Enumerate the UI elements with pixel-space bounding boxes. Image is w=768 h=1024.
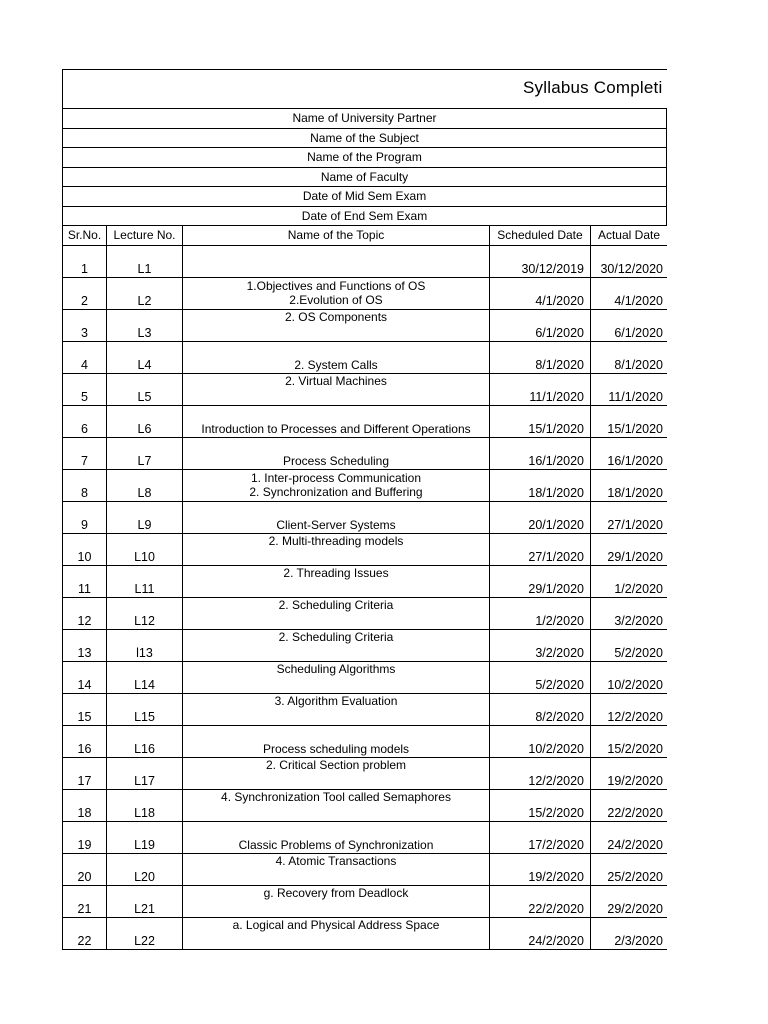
table-row (63, 758, 667, 790)
table-row (63, 694, 667, 726)
table-row (63, 886, 667, 918)
topic-text (183, 838, 489, 852)
cell-actual-date: 25/2/2020 (607, 870, 663, 884)
cell-scheduled-date: 8/1/2020 (490, 342, 591, 373)
cell-scheduled-date: 20/1/2020 (490, 502, 591, 533)
cell-lecture-no: L22 (107, 918, 183, 949)
info-row-program: Name of the Program (63, 148, 667, 168)
topic-line: 1. Inter-process Communication (250, 471, 422, 485)
cell-actual-date: 30/12/2020 (600, 262, 663, 276)
cell-topic (183, 374, 490, 405)
topic-text (183, 790, 489, 804)
cell-sr-no: 13 (63, 630, 107, 661)
table-body (63, 246, 667, 950)
cell-lecture-no: L1 (107, 246, 183, 277)
cell-actual-date: 12/2/2020 (607, 710, 663, 724)
cell-sr-no: 15 (63, 694, 107, 725)
cell-lecture-no: L21 (107, 886, 183, 917)
info-row-faculty: Name of Faculty (63, 168, 667, 188)
topic-line: g. Recovery from Deadlock (263, 886, 409, 900)
cell-scheduled-date: 11/1/2020 (490, 374, 591, 405)
topic-line: 3. Algorithm Evaluation (274, 694, 398, 708)
topic-text (183, 471, 489, 499)
title-row (63, 70, 667, 109)
cell-lecture-no: L12 (107, 598, 183, 629)
table-row (63, 726, 667, 758)
cell-scheduled-date: 22/2/2020 (490, 886, 591, 917)
cell-sr-no: 11 (63, 566, 107, 597)
topic-line: 2. Multi-threading models (268, 534, 404, 548)
topic-text (183, 630, 489, 644)
cell-actual-date: 10/2/2020 (607, 678, 663, 692)
cell-actual-date: 27/1/2020 (607, 518, 663, 532)
cell-lecture-no: L10 (107, 534, 183, 565)
cell-sr-no: 2 (63, 278, 107, 309)
cell-lecture-no: L11 (107, 566, 183, 597)
cell-topic (183, 726, 490, 757)
cell-lecture-no: L5 (107, 374, 183, 405)
header-sr-no: Sr.No. (63, 226, 107, 245)
topic-line: a. Logical and Physical Address Space (232, 918, 440, 932)
topic-line: 2. Threading Issues (283, 566, 389, 580)
cell-scheduled-date: 16/1/2020 (490, 438, 591, 469)
topic-text (183, 886, 489, 900)
topic-line: 2. OS Components (284, 310, 388, 324)
cell-topic (183, 502, 490, 533)
cell-actual-date: 19/2/2020 (607, 774, 663, 788)
topic-text (183, 566, 489, 580)
cell-sr-no: 3 (63, 310, 107, 341)
cell-lecture-no: L14 (107, 662, 183, 693)
cell-sr-no: 10 (63, 534, 107, 565)
cell-actual-date: 11/1/2020 (608, 390, 663, 404)
cell-actual-date: 18/1/2020 (607, 486, 663, 500)
table-row (63, 790, 667, 822)
table-row (63, 470, 667, 502)
cell-scheduled-date: 8/2/2020 (490, 694, 591, 725)
topic-line: Classic Problems of Synchronization (238, 838, 434, 852)
cell-sr-no: 21 (63, 886, 107, 917)
header-lecture-no: Lecture No. (107, 226, 183, 245)
table-row (63, 502, 667, 534)
cell-scheduled-date: 30/12/2019 (490, 246, 591, 277)
table-row (63, 918, 667, 950)
cell-topic (183, 694, 490, 725)
cell-actual-date: 16/1/2020 (607, 454, 663, 468)
table-header (63, 226, 667, 246)
table-row (63, 566, 667, 598)
topic-line: Process scheduling models (262, 742, 410, 756)
header-actual-date: Actual Date (597, 228, 661, 242)
topic-line: 2. Critical Section problem (265, 758, 407, 772)
info-row-subject: Name of the Subject (63, 129, 667, 149)
cell-actual-date: 29/1/2020 (607, 550, 663, 564)
cell-topic (183, 822, 490, 853)
topic-line: 2. Virtual Machines (285, 374, 387, 388)
info-row-mid-sem-exam: Date of Mid Sem Exam (63, 187, 667, 207)
topic-text (183, 310, 489, 324)
cell-topic (183, 566, 490, 597)
cell-lecture-no: L16 (107, 726, 183, 757)
cell-scheduled-date: 1/2/2020 (490, 598, 591, 629)
cell-actual-date: 22/2/2020 (607, 806, 663, 820)
cell-scheduled-date: 3/2/2020 (490, 630, 591, 661)
table-row (63, 342, 667, 374)
cell-lecture-no: L19 (107, 822, 183, 853)
topic-text (183, 598, 489, 612)
cell-sr-no: 4 (63, 342, 107, 373)
cell-actual-date: 4/1/2020 (614, 294, 663, 308)
cell-topic (183, 342, 490, 373)
topic-text (183, 918, 489, 932)
topic-text (183, 518, 489, 532)
cell-sr-no: 14 (63, 662, 107, 693)
cell-topic (183, 662, 490, 693)
topic-text (183, 358, 489, 372)
cell-topic (183, 790, 490, 821)
cell-lecture-no: L2 (107, 278, 183, 309)
cell-actual-date: 3/2/2020 (614, 614, 663, 628)
table-row (63, 406, 667, 438)
cell-topic (183, 598, 490, 629)
cell-sr-no: 6 (63, 406, 107, 437)
topic-text (183, 662, 489, 676)
cell-topic (183, 470, 490, 501)
topic-line: 2. System Calls (294, 358, 378, 372)
topic-line: Client-Server Systems (276, 518, 396, 532)
cell-topic (183, 534, 490, 565)
info-row-university-partner: Name of University Partner (63, 109, 667, 129)
cell-actual-date: 29/2/2020 (607, 902, 663, 916)
cell-scheduled-date: 5/2/2020 (490, 662, 591, 693)
cell-actual-date: 6/1/2020 (614, 326, 663, 340)
cell-topic (183, 278, 490, 309)
topic-text (183, 422, 489, 436)
topic-text (183, 279, 489, 307)
table-row (63, 630, 667, 662)
topic-text (183, 454, 489, 468)
cell-sr-no: 18 (63, 790, 107, 821)
cell-scheduled-date: 24/2/2020 (490, 918, 591, 949)
cell-sr-no: 19 (63, 822, 107, 853)
table-row (63, 598, 667, 630)
cell-topic (183, 758, 490, 789)
topic-line: 4. Synchronization Tool called Semaphores (221, 790, 451, 804)
cell-sr-no: 20 (63, 854, 107, 885)
cell-sr-no: 8 (63, 470, 107, 501)
cell-lecture-no: L3 (107, 310, 183, 341)
table-row (63, 438, 667, 470)
topic-line: Introduction to Processes and Different Operations (201, 422, 471, 436)
cell-scheduled-date: 17/2/2020 (490, 822, 591, 853)
cell-lecture-no: L6 (107, 406, 183, 437)
cell-sr-no: 5 (63, 374, 107, 405)
table-row (63, 854, 667, 886)
topic-line: Process Scheduling (282, 454, 390, 468)
cell-lecture-no: L9 (107, 502, 183, 533)
cell-sr-no: 9 (63, 502, 107, 533)
cell-scheduled-date: 10/2/2020 (490, 726, 591, 757)
cell-lecture-no: L17 (107, 758, 183, 789)
topic-text (183, 854, 489, 868)
cell-scheduled-date: 6/1/2020 (490, 310, 591, 341)
table-row (63, 822, 667, 854)
topic-text (183, 742, 489, 756)
cell-actual-date: 24/2/2020 (607, 838, 663, 852)
topic-line: 2.Evolution of OS (289, 293, 383, 307)
table-row (63, 534, 667, 566)
cell-scheduled-date: 18/1/2020 (490, 470, 591, 501)
topic-text (183, 374, 489, 388)
cell-lecture-no: L7 (107, 438, 183, 469)
cell-actual-date: 8/1/2020 (614, 358, 663, 372)
cell-topic (183, 630, 490, 661)
table-row (63, 310, 667, 342)
topic-line: 1.Objectives and Functions of OS (246, 279, 426, 293)
cell-topic (183, 310, 490, 341)
cell-topic (183, 406, 490, 437)
topic-line: 2. Synchronization and Buffering (249, 485, 423, 499)
header-scheduled-date: Scheduled Date (490, 226, 591, 245)
topic-text (183, 534, 489, 548)
cell-actual-date: 15/1/2020 (607, 422, 663, 436)
cell-topic (183, 918, 490, 949)
cell-lecture-no: L15 (107, 694, 183, 725)
cell-sr-no: 22 (63, 918, 107, 949)
cell-topic (183, 886, 490, 917)
cell-scheduled-date: 19/2/2020 (490, 854, 591, 885)
cell-lecture-no: L4 (107, 342, 183, 373)
table-row (63, 278, 667, 310)
cell-actual-date: 1/2/2020 (614, 582, 663, 596)
table-row (63, 662, 667, 694)
header-topic: Name of the Topic (183, 226, 490, 245)
cell-lecture-no: L20 (107, 854, 183, 885)
cell-scheduled-date: 15/2/2020 (490, 790, 591, 821)
info-row-end-sem-exam: Date of End Sem Exam (63, 207, 667, 227)
cell-sr-no: 12 (63, 598, 107, 629)
cell-sr-no: 1 (63, 246, 107, 277)
cell-lecture-no: L18 (107, 790, 183, 821)
cell-topic (183, 854, 490, 885)
topic-line: Scheduling Algorithms (276, 662, 396, 676)
cell-topic (183, 246, 490, 277)
table-row (63, 246, 667, 278)
cell-scheduled-date: 27/1/2020 (490, 534, 591, 565)
syllabus-sheet (62, 69, 667, 950)
cell-lecture-no: L8 (107, 470, 183, 501)
cell-sr-no: 16 (63, 726, 107, 757)
topic-line: 4. Atomic Transactions (275, 854, 397, 868)
topic-text (183, 694, 489, 708)
topic-text (183, 758, 489, 772)
cell-scheduled-date: 4/1/2020 (490, 278, 591, 309)
table-row (63, 374, 667, 406)
cell-lecture-no: l13 (107, 630, 183, 661)
info-section (63, 109, 667, 226)
cell-actual-date: 5/2/2020 (614, 646, 663, 660)
cell-actual-date: 15/2/2020 (607, 742, 663, 756)
cell-scheduled-date: 29/1/2020 (490, 566, 591, 597)
topic-line: 2. Scheduling Criteria (278, 598, 394, 612)
cell-sr-no: 7 (63, 438, 107, 469)
cell-topic (183, 438, 490, 469)
sheet-title: Syllabus Completi (523, 78, 663, 97)
cell-actual-date: 2/3/2020 (614, 934, 663, 948)
cell-sr-no: 17 (63, 758, 107, 789)
cell-scheduled-date: 15/1/2020 (490, 406, 591, 437)
cell-scheduled-date: 12/2/2020 (490, 758, 591, 789)
topic-line: 2. Scheduling Criteria (278, 630, 394, 644)
